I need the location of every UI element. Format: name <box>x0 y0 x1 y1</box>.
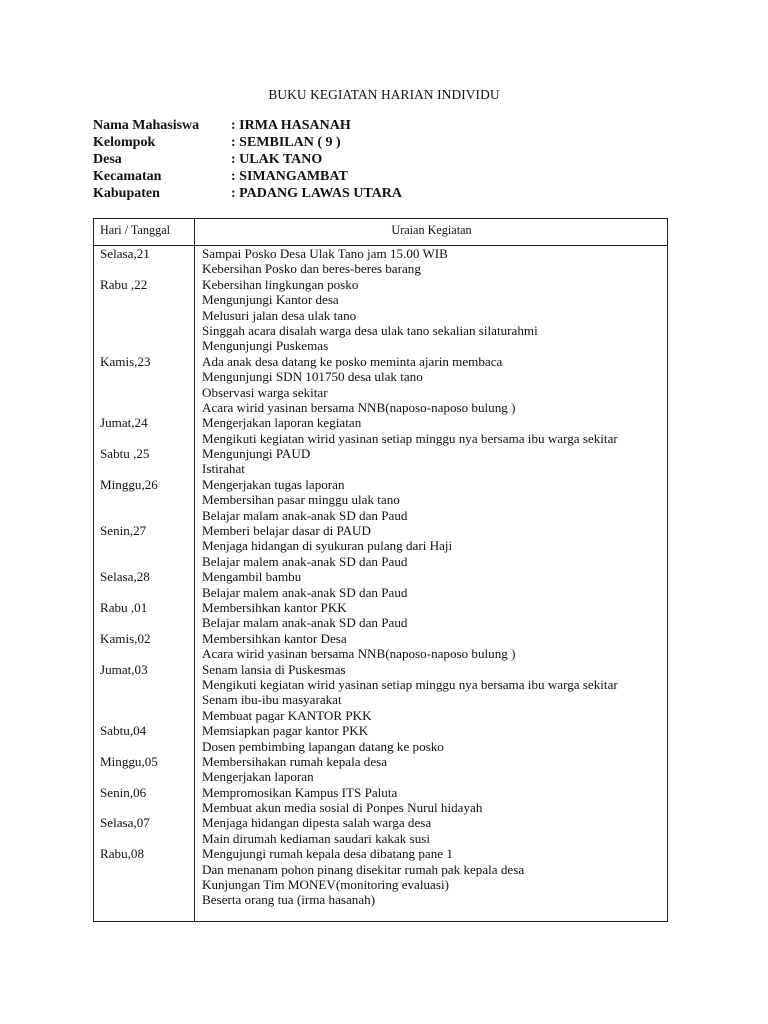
table-row <box>94 369 667 384</box>
activity-cell: Belajar malam anak-anak SD dan Paud <box>202 507 408 523</box>
table-row <box>94 569 667 584</box>
table-row <box>94 415 667 430</box>
table-row <box>94 477 667 492</box>
table-row <box>94 492 667 507</box>
table-row <box>94 508 667 523</box>
table-row <box>94 461 667 476</box>
table-row <box>94 308 667 323</box>
activity-cell: Belajar malem anak-anak SD dan Paud <box>202 553 408 569</box>
activity-cell: Belajar malem anak-anak SD dan Paud <box>202 584 408 600</box>
table-row <box>94 338 667 353</box>
table-row <box>94 739 667 754</box>
document-title: BUKU KEGIATAN HARIAN INDIVIDU <box>268 87 500 102</box>
activity-cell: Dan menanam pohon pinang disekitar rumah pak kepala desa <box>202 861 525 877</box>
activity-cell: Menjaga hidangan dipesta salah warga desa <box>202 815 432 831</box>
table-row <box>94 677 667 692</box>
activity-cell: Observasi warga sekitar <box>202 384 328 400</box>
activity-cell: Membuat akun media sosial di Ponpes Nurul hidayah <box>202 800 483 816</box>
activity-cell: Senam ibu-ibu masyarakat <box>202 692 342 708</box>
table-row <box>94 846 667 861</box>
activity-cell: Beserta orang tua (irma hasanah) <box>202 892 376 908</box>
activity-cell: Membersihakan rumah kepala desa <box>202 753 388 769</box>
table-row <box>94 292 667 307</box>
table-row <box>94 892 667 907</box>
table-row <box>94 585 667 600</box>
activity-cell: Mengikuti kegiatan wirid yasinan setiap minggu nya bersama ibu warga sekitar <box>202 676 618 692</box>
day-cell: Jumat,03 <box>100 661 148 677</box>
table-row <box>94 446 667 461</box>
table-row <box>94 354 667 369</box>
activity-cell: Mempromosikan Kampus ITS Paluta <box>202 784 398 800</box>
day-cell: Rabu ,22 <box>100 276 148 292</box>
table-row <box>94 831 667 846</box>
table-row <box>94 538 667 553</box>
table-row <box>94 277 667 292</box>
table-row <box>94 600 667 615</box>
activity-cell: Main dirumah kediaman saudari kakak susi <box>202 830 430 846</box>
info-label: Kabupaten <box>93 186 160 201</box>
activity-cell: Mengunjungi PAUD <box>202 446 311 462</box>
day-cell: Rabu,08 <box>100 846 145 862</box>
table-body <box>94 246 667 908</box>
day-cell: Sabtu,04 <box>100 723 147 739</box>
table-row <box>94 708 667 723</box>
info-row-district <box>93 168 402 185</box>
activity-cell: Mengunjungi Kantor desa <box>202 292 339 308</box>
table-row <box>94 646 667 661</box>
activity-cell: Kebersihan Posko dan beres-beres barang <box>202 261 421 277</box>
table-row <box>94 631 667 646</box>
header-activity: Uraian Kegiatan <box>391 223 472 237</box>
activity-cell: Kunjungan Tim MONEV(monitoring evaluasi) <box>202 877 449 893</box>
activity-cell: Mengerjakan laporan kegiatan <box>202 415 362 431</box>
table-row <box>94 554 667 569</box>
activity-table <box>93 218 668 922</box>
info-label: Kecamatan <box>93 169 162 184</box>
table-row <box>94 785 667 800</box>
table-row <box>94 862 667 877</box>
info-row-regency <box>93 185 402 202</box>
activity-cell: Acara wirid yasinan bersama NNB(naposo-naposo bulung ) <box>202 646 516 662</box>
info-value: : PADANG LAWAS UTARA <box>231 186 402 201</box>
activity-cell: Mengunjungi SDN 101750 desa ulak tano <box>202 369 423 385</box>
table-row <box>94 815 667 830</box>
activity-cell: Mengambil bambu <box>202 569 302 585</box>
activity-cell: Memsiapkan pagar kantor PKK <box>202 723 369 739</box>
day-cell: Minggu,26 <box>100 476 158 492</box>
info-label: Nama Mahasiswa <box>93 118 200 133</box>
day-cell: Kamis,23 <box>100 353 151 369</box>
activity-cell: Membersihan pasar minggu ulak tano <box>202 492 400 508</box>
info-row-group <box>93 134 402 151</box>
activity-cell: Singgah acara disalah warga desa ulak tano sekalian silaturahmi <box>202 322 538 338</box>
day-cell: Selasa,07 <box>100 815 150 831</box>
table-row <box>94 769 667 784</box>
day-cell: Sabtu ,25 <box>100 446 150 462</box>
table-row <box>94 877 667 892</box>
activity-cell: Mengerjakan laporan <box>202 769 314 785</box>
table-row <box>94 523 667 538</box>
activity-cell: Senam lansia di Puskesmas <box>202 661 346 677</box>
info-value: : ULAK TANO <box>231 152 323 167</box>
activity-cell: Membuat pagar KANTOR PKK <box>202 707 372 723</box>
student-info <box>93 117 402 202</box>
activity-cell: Menjaga hidangan di syukuran pulang dari Haji <box>202 538 453 554</box>
info-label: Kelompok <box>93 135 156 150</box>
day-cell: Minggu,05 <box>100 753 158 769</box>
activity-cell: Mengerjakan tugas laporan <box>202 476 345 492</box>
day-cell: Senin,06 <box>100 784 147 800</box>
activity-cell: Membersihkan kantor PKK <box>202 599 347 615</box>
day-cell: Selasa,21 <box>100 246 150 261</box>
table-row <box>94 662 667 677</box>
table-row <box>94 246 667 261</box>
activity-cell: Membersihkan kantor Desa <box>202 630 347 646</box>
activity-cell: Dosen pembimbing lapangan datang ke posko <box>202 738 444 754</box>
activity-cell: Mengujungi rumah kepala desa dibatang pane 1 <box>202 846 453 862</box>
activity-cell: Melusuri jalan desa ulak tano <box>202 307 357 323</box>
activity-cell: Mengunjungi Puskemas <box>202 338 329 354</box>
table-row <box>94 615 667 630</box>
activity-cell: Belajar malam anak-anak SD dan Paud <box>202 615 408 631</box>
table-row <box>94 800 667 815</box>
info-value: : SEMBILAN ( 9 ) <box>231 135 341 150</box>
activity-cell: Memberi belajar dasar di PAUD <box>202 523 371 539</box>
table-row <box>94 385 667 400</box>
table-row <box>94 431 667 446</box>
day-cell: Selasa,28 <box>100 569 150 585</box>
header-day: Hari / Tanggal <box>100 223 170 237</box>
info-row-name <box>93 117 402 134</box>
activity-cell: Kebersihan lingkungan posko <box>202 276 359 292</box>
table-row <box>94 692 667 707</box>
info-row-village <box>93 151 402 168</box>
activity-cell: Istirahat <box>202 461 245 477</box>
day-cell: Rabu ,01 <box>100 599 148 615</box>
activity-cell: Acara wirid yasinan bersama NNB(naposo-naposo bulung ) <box>202 399 516 415</box>
day-cell: Kamis,02 <box>100 630 151 646</box>
info-label: Desa <box>93 152 122 167</box>
table-row <box>94 754 667 769</box>
day-cell: Jumat,24 <box>100 415 148 431</box>
table-row <box>94 400 667 415</box>
table-row <box>94 323 667 338</box>
activity-cell: Mengikuti kegiatan wirid yasinan setiap minggu nya bersama ibu warga sekitar <box>202 430 618 446</box>
info-value: : SIMANGAMBAT <box>231 169 348 184</box>
day-cell: Senin,27 <box>100 523 147 539</box>
table-row <box>94 261 667 276</box>
info-value: : IRMA HASANAH <box>231 118 351 133</box>
activity-cell: Sampai Posko Desa Ulak Tano jam 15.00 WIB <box>202 246 448 261</box>
table-row <box>94 723 667 738</box>
activity-cell: Ada anak desa datang ke posko meminta ajarin membaca <box>202 353 503 369</box>
